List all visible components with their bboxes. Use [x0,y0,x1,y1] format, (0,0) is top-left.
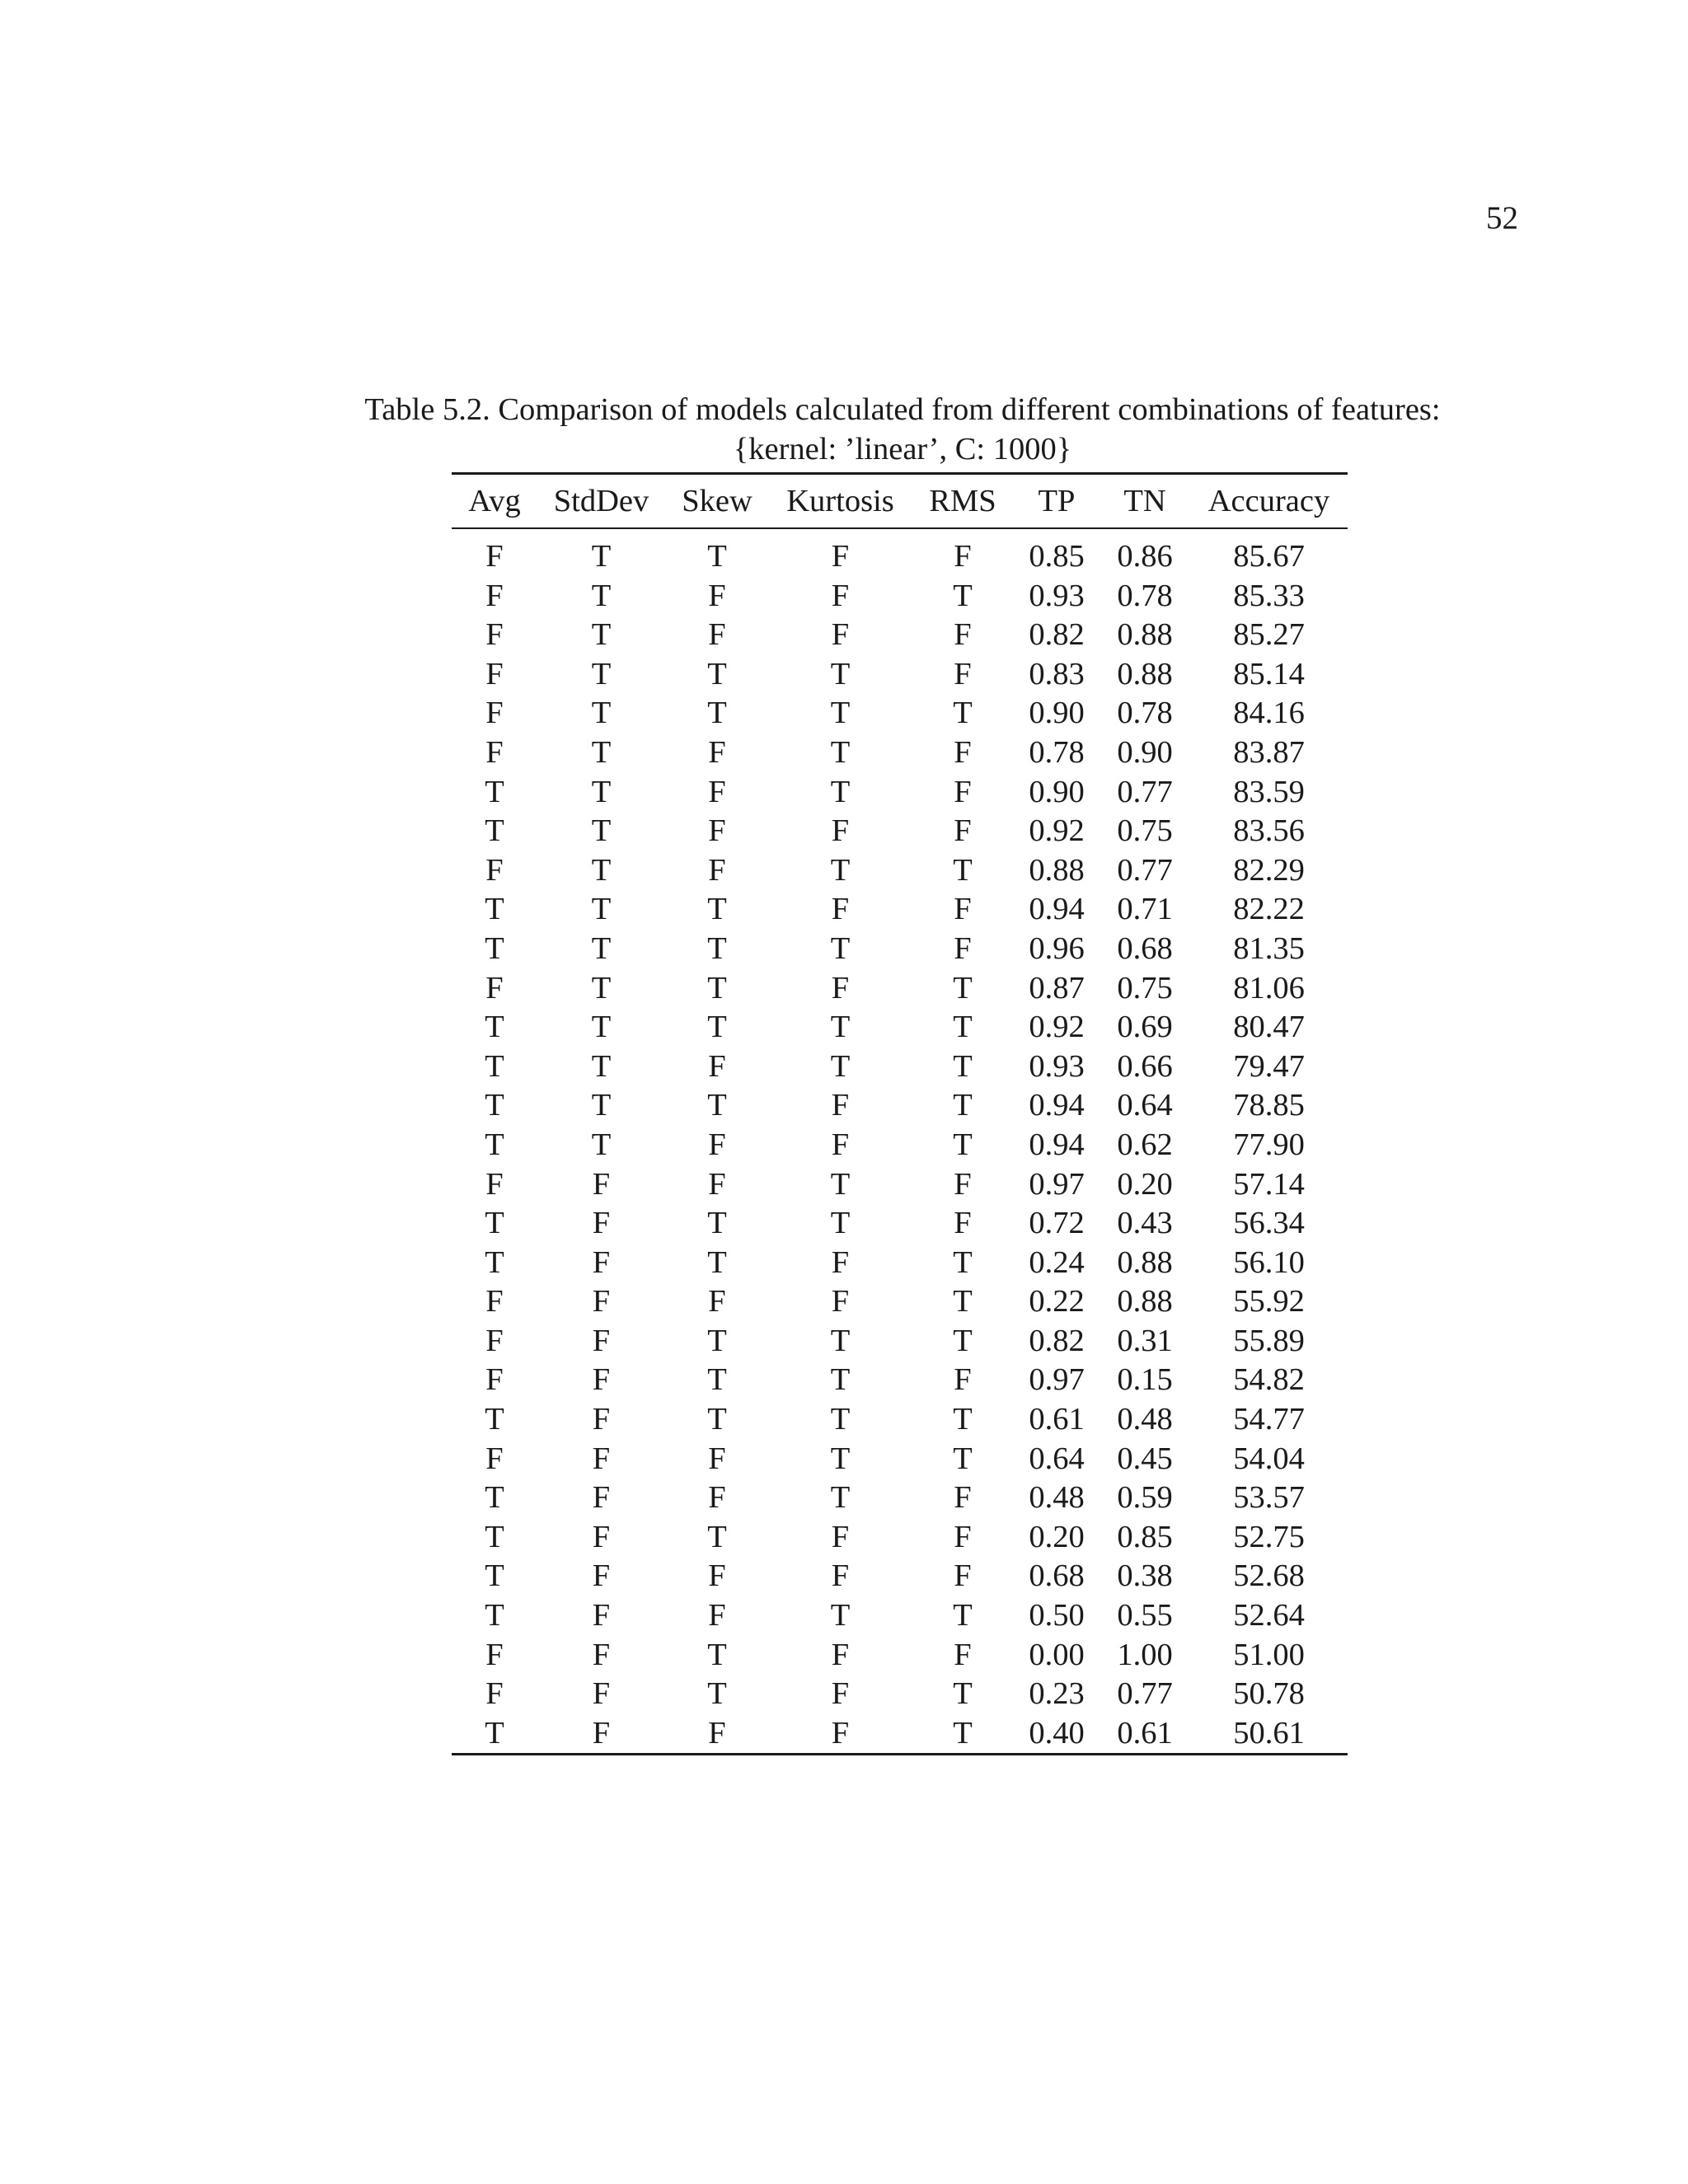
cell-skew: F [708,1127,726,1162]
cell-kurtosis: T [830,1402,851,1437]
table-row [452,1165,1348,1205]
cell-avg: T [485,1048,504,1084]
table-row [452,1361,1348,1400]
cell-skew: F [708,1048,726,1084]
cell-rms: F [954,539,972,574]
cell-avg: F [485,1362,504,1398]
cell-stddev: T [591,656,612,691]
cell-avg: F [485,1323,504,1358]
cell-avg: T [485,1402,504,1437]
table-row [452,655,1348,695]
cell-tn: 0.85 [1117,1519,1173,1554]
table-row [452,812,1348,851]
cell-avg: T [485,1010,504,1045]
cell-skew: F [708,852,726,888]
header-tp: TP [1038,484,1076,518]
cell-stddev: F [592,1519,611,1554]
table-row [452,1282,1348,1322]
cell-kurtosis: F [831,578,850,613]
cell-skew: F [708,1598,726,1633]
cell-kurtosis: T [830,1166,851,1202]
cell-rms: F [954,656,972,691]
cell-tp: 0.90 [1029,696,1085,731]
cell-rms: F [954,1206,972,1241]
table-row [452,1204,1348,1244]
cell-tn: 0.75 [1117,813,1173,849]
cell-skew: F [708,1441,726,1476]
table-bottom-rule [452,1753,1348,1755]
cell-kurtosis: T [830,1206,851,1241]
cell-tn: 0.61 [1117,1715,1173,1750]
cell-avg: F [485,696,504,731]
table-row [452,1244,1348,1283]
cell-rms: T [953,1048,973,1084]
cell-avg: F [485,539,504,574]
cell-tn: 0.88 [1117,1284,1173,1319]
table-row [452,773,1348,813]
cell-avg: T [485,1519,504,1554]
cell-accuracy: 50.61 [1233,1715,1305,1750]
cell-stddev: T [591,970,612,1005]
cell-stddev: F [592,1323,611,1358]
cell-rms: T [953,1010,973,1045]
cell-kurtosis: F [831,1715,850,1750]
cell-tp: 0.68 [1029,1558,1085,1594]
table-row [452,733,1348,773]
cell-stddev: T [591,617,612,653]
cell-avg: T [485,1206,504,1241]
cell-avg: T [485,1127,504,1162]
cell-avg: F [485,617,504,653]
cell-tp: 0.92 [1029,1010,1085,1045]
cell-skew: T [707,656,727,691]
cell-avg: T [485,813,504,849]
cell-tn: 0.59 [1117,1480,1173,1516]
cell-accuracy: 57.14 [1233,1166,1305,1202]
cell-accuracy: 81.35 [1233,930,1305,966]
cell-stddev: T [591,539,612,574]
cell-skew: T [707,1362,727,1398]
cell-rms: F [954,1166,972,1202]
header-stddev: StdDev [553,484,649,518]
cell-stddev: T [591,1048,612,1084]
cell-kurtosis: T [830,930,851,966]
cell-tn: 0.48 [1117,1402,1173,1437]
cell-rms: T [953,1676,973,1712]
cell-tp: 0.24 [1029,1244,1085,1280]
cell-stddev: F [592,1676,611,1712]
cell-tn: 0.75 [1117,970,1173,1005]
table-row [452,1400,1348,1440]
cell-avg: F [485,1441,504,1476]
cell-accuracy: 50.78 [1233,1676,1305,1712]
cell-tn: 0.38 [1117,1558,1173,1594]
cell-accuracy: 84.16 [1233,696,1305,731]
cell-rms: T [953,1441,973,1476]
header-accuracy: Accuracy [1207,484,1330,518]
cell-accuracy: 52.64 [1233,1598,1305,1633]
cell-stddev: F [592,1715,611,1750]
cell-rms: F [954,813,972,849]
cell-accuracy: 85.14 [1233,656,1305,691]
cell-tp: 0.50 [1029,1598,1085,1633]
results-table-container [452,472,1348,1755]
cell-tn: 0.43 [1117,1206,1173,1241]
cell-kurtosis: F [831,1284,850,1319]
cell-tn: 0.77 [1117,1676,1173,1712]
cell-accuracy: 54.77 [1233,1402,1305,1437]
cell-kurtosis: F [831,1558,850,1594]
table-row [452,1518,1348,1558]
table-row [452,851,1348,891]
table-body [452,529,1348,1753]
cell-avg: T [485,1598,504,1633]
cell-kurtosis: F [831,813,850,849]
cell-tn: 0.71 [1117,892,1173,927]
table-caption [247,390,1558,469]
cell-rms: F [954,734,972,770]
cell-rms: T [953,1127,973,1162]
cell-skew: T [707,930,727,966]
cell-avg: T [485,892,504,927]
cell-tn: 0.88 [1117,656,1173,691]
cell-accuracy: 51.00 [1233,1637,1305,1672]
table-row [452,1675,1348,1714]
cell-skew: F [708,1558,726,1594]
cell-accuracy: 82.22 [1233,892,1305,927]
cell-tn: 0.62 [1117,1127,1173,1162]
table-row [452,616,1348,655]
cell-stddev: F [592,1558,611,1594]
cell-tn: 0.88 [1117,617,1173,653]
table-row [452,694,1348,733]
cell-accuracy: 54.04 [1233,1441,1305,1476]
header-kurtosis: Kurtosis [786,484,894,518]
cell-tn: 0.77 [1117,852,1173,888]
table-row [452,1126,1348,1165]
cell-tp: 0.83 [1029,656,1085,691]
cell-avg: T [485,1715,504,1750]
table-row [452,1596,1348,1636]
table-row [452,930,1348,969]
cell-stddev: F [592,1441,611,1476]
cell-skew: T [707,1323,727,1358]
cell-rms: T [953,1715,973,1750]
cell-avg: F [485,852,504,888]
cell-accuracy: 52.68 [1233,1558,1305,1594]
cell-accuracy: 78.85 [1233,1088,1305,1123]
cell-avg: F [485,1637,504,1672]
cell-accuracy: 85.27 [1233,617,1305,653]
cell-rms: T [953,1284,973,1319]
cell-rms: F [954,1558,972,1594]
cell-kurtosis: T [830,656,851,691]
cell-avg: F [485,970,504,1005]
cell-accuracy: 55.89 [1233,1323,1305,1358]
cell-accuracy: 83.59 [1233,774,1305,809]
cell-skew: T [707,1637,727,1672]
cell-accuracy: 53.57 [1233,1480,1305,1516]
cell-tp: 0.78 [1029,734,1085,770]
cell-tn: 0.88 [1117,1244,1173,1280]
cell-tp: 0.97 [1029,1166,1085,1202]
cell-kurtosis: T [830,1480,851,1516]
table-header [452,475,1348,527]
cell-rms: F [954,617,972,653]
cell-stddev: T [591,774,612,809]
cell-rms: F [954,1480,972,1516]
cell-tp: 0.61 [1029,1402,1085,1437]
cell-skew: T [707,1244,727,1280]
cell-rms: T [953,1323,973,1358]
cell-kurtosis: T [830,852,851,888]
cell-skew: T [707,1402,727,1437]
cell-kurtosis: T [830,696,851,731]
cell-tn: 0.66 [1117,1048,1173,1084]
cell-tn: 0.20 [1117,1166,1173,1202]
results-table [452,475,1348,527]
cell-tn: 0.90 [1117,734,1173,770]
cell-kurtosis: F [831,539,850,574]
cell-skew: T [707,1519,727,1554]
table-row [452,577,1348,616]
cell-tp: 0.90 [1029,774,1085,809]
cell-rms: F [954,774,972,809]
cell-tp: 0.20 [1029,1519,1085,1554]
cell-avg: F [485,656,504,691]
table-row [452,529,1348,577]
cell-stddev: T [591,813,612,849]
header-row [452,475,1348,527]
cell-stddev: F [592,1244,611,1280]
caption-line-2: {kernel: ’linear’, C: 1000} [733,432,1072,466]
cell-tp: 0.94 [1029,892,1085,927]
cell-tn: 0.55 [1117,1598,1173,1633]
cell-accuracy: 85.33 [1233,578,1305,613]
cell-stddev: F [592,1362,611,1398]
cell-rms: T [953,1244,973,1280]
cell-stddev: F [592,1206,611,1241]
table-row [452,1636,1348,1675]
cell-avg: F [485,1284,504,1319]
cell-tp: 0.87 [1029,970,1085,1005]
cell-tp: 0.93 [1029,578,1085,613]
table-row [452,1086,1348,1126]
cell-kurtosis: F [831,1519,850,1554]
cell-skew: F [708,734,726,770]
cell-rms: T [953,1598,973,1633]
cell-tp: 0.96 [1029,930,1085,966]
cell-rms: F [954,930,972,966]
cell-rms: F [954,892,972,927]
cell-avg: T [485,930,504,966]
cell-avg: T [485,1480,504,1516]
cell-rms: T [953,696,973,731]
cell-accuracy: 83.87 [1233,734,1305,770]
header-avg: Avg [468,484,521,518]
table-row [452,969,1348,1009]
cell-tp: 0.40 [1029,1715,1085,1750]
results-table-body [452,529,1348,1753]
cell-kurtosis: T [830,1598,851,1633]
cell-stddev: F [592,1402,611,1437]
cell-skew: T [707,1088,727,1123]
cell-stddev: F [592,1284,611,1319]
cell-skew: T [707,539,727,574]
cell-accuracy: 56.10 [1233,1244,1305,1280]
cell-skew: T [707,696,727,731]
cell-skew: T [707,1206,727,1241]
cell-stddev: T [591,696,612,731]
cell-stddev: T [591,578,612,613]
cell-skew: F [708,617,726,653]
cell-stddev: T [591,1127,612,1162]
cell-tn: 0.78 [1117,696,1173,731]
cell-tp: 0.23 [1029,1676,1085,1712]
cell-stddev: F [592,1166,611,1202]
cell-tp: 0.00 [1029,1637,1085,1672]
cell-skew: F [708,1166,726,1202]
cell-tp: 0.92 [1029,813,1085,849]
cell-kurtosis: T [830,1362,851,1398]
cell-stddev: T [591,930,612,966]
cell-skew: F [708,813,726,849]
cell-avg: T [485,774,504,809]
cell-tp: 0.88 [1029,852,1085,888]
cell-skew: F [708,578,726,613]
cell-tn: 0.78 [1117,578,1173,613]
caption-line-1: Table 5.2. Comparison of models calculated from different combinations of features: [364,392,1441,427]
cell-kurtosis: F [831,892,850,927]
table-row [452,1322,1348,1361]
page-number: 52 [1486,200,1518,236]
cell-kurtosis: F [831,970,850,1005]
cell-tn: 0.86 [1117,539,1173,574]
cell-stddev: T [591,1088,612,1123]
cell-rms: F [954,1362,972,1398]
cell-avg: T [485,1558,504,1594]
cell-skew: T [707,1676,727,1712]
cell-avg: F [485,1166,504,1202]
cell-stddev: T [591,1010,612,1045]
cell-tp: 0.64 [1029,1441,1085,1476]
cell-skew: T [707,1010,727,1045]
cell-accuracy: 82.29 [1233,852,1305,888]
cell-stddev: F [592,1598,611,1633]
cell-tp: 0.97 [1029,1362,1085,1398]
cell-tp: 0.82 [1029,617,1085,653]
cell-tp: 0.94 [1029,1088,1085,1123]
cell-kurtosis: T [830,1441,851,1476]
cell-stddev: T [591,734,612,770]
cell-tp: 0.48 [1029,1480,1085,1516]
cell-tn: 0.45 [1117,1441,1173,1476]
cell-skew: F [708,774,726,809]
header-tn: TN [1123,484,1166,518]
cell-tn: 0.64 [1117,1088,1173,1123]
cell-avg: F [485,578,504,613]
table-row [452,1047,1348,1087]
cell-tn: 0.68 [1117,930,1173,966]
cell-accuracy: 85.67 [1233,539,1305,574]
cell-tn: 0.31 [1117,1323,1173,1358]
cell-kurtosis: T [830,734,851,770]
cell-rms: T [953,1402,973,1437]
cell-tp: 0.82 [1029,1323,1085,1358]
cell-skew: F [708,1284,726,1319]
cell-stddev: T [591,892,612,927]
cell-accuracy: 56.34 [1233,1206,1305,1241]
cell-accuracy: 55.92 [1233,1284,1305,1319]
cell-rms: T [953,1088,973,1123]
table-row [452,890,1348,930]
cell-kurtosis: F [831,1088,850,1123]
header-skew: Skew [682,484,753,518]
cell-accuracy: 81.06 [1233,970,1305,1005]
cell-avg: T [485,1244,504,1280]
cell-tn: 1.00 [1117,1637,1173,1672]
cell-tn: 0.77 [1117,774,1173,809]
table-row [452,1479,1348,1518]
cell-rms: T [953,970,973,1005]
cell-kurtosis: T [830,1010,851,1045]
cell-accuracy: 80.47 [1233,1010,1305,1045]
cell-tp: 0.72 [1029,1206,1085,1241]
cell-skew: F [708,1480,726,1516]
cell-accuracy: 77.90 [1233,1127,1305,1162]
cell-avg: T [485,1088,504,1123]
table-row [452,1008,1348,1047]
cell-kurtosis: T [830,1048,851,1084]
cell-accuracy: 79.47 [1233,1048,1305,1084]
cell-skew: T [707,892,727,927]
cell-accuracy: 83.56 [1233,813,1305,849]
cell-avg: F [485,734,504,770]
cell-tp: 0.94 [1029,1127,1085,1162]
cell-rms: F [954,1637,972,1672]
cell-kurtosis: F [831,617,850,653]
cell-kurtosis: T [830,774,851,809]
cell-rms: T [953,852,973,888]
cell-rms: T [953,578,973,613]
cell-tp: 0.85 [1029,539,1085,574]
cell-stddev: F [592,1637,611,1672]
cell-rms: F [954,1519,972,1554]
cell-stddev: T [591,852,612,888]
cell-tp: 0.93 [1029,1048,1085,1084]
cell-tn: 0.69 [1117,1010,1173,1045]
cell-accuracy: 52.75 [1233,1519,1305,1554]
cell-kurtosis: F [831,1637,850,1672]
cell-skew: T [707,970,727,1005]
cell-kurtosis: F [831,1676,850,1712]
header-rms: RMS [929,484,996,518]
cell-skew: F [708,1715,726,1750]
cell-kurtosis: F [831,1244,850,1280]
table-row [452,1714,1348,1754]
cell-kurtosis: T [830,1323,851,1358]
cell-tp: 0.22 [1029,1284,1085,1319]
table-row [452,1440,1348,1479]
table-row [452,1557,1348,1596]
cell-avg: F [485,1676,504,1712]
cell-accuracy: 54.82 [1233,1362,1305,1398]
cell-stddev: F [592,1480,611,1516]
cell-tn: 0.15 [1117,1362,1173,1398]
cell-kurtosis: F [831,1127,850,1162]
